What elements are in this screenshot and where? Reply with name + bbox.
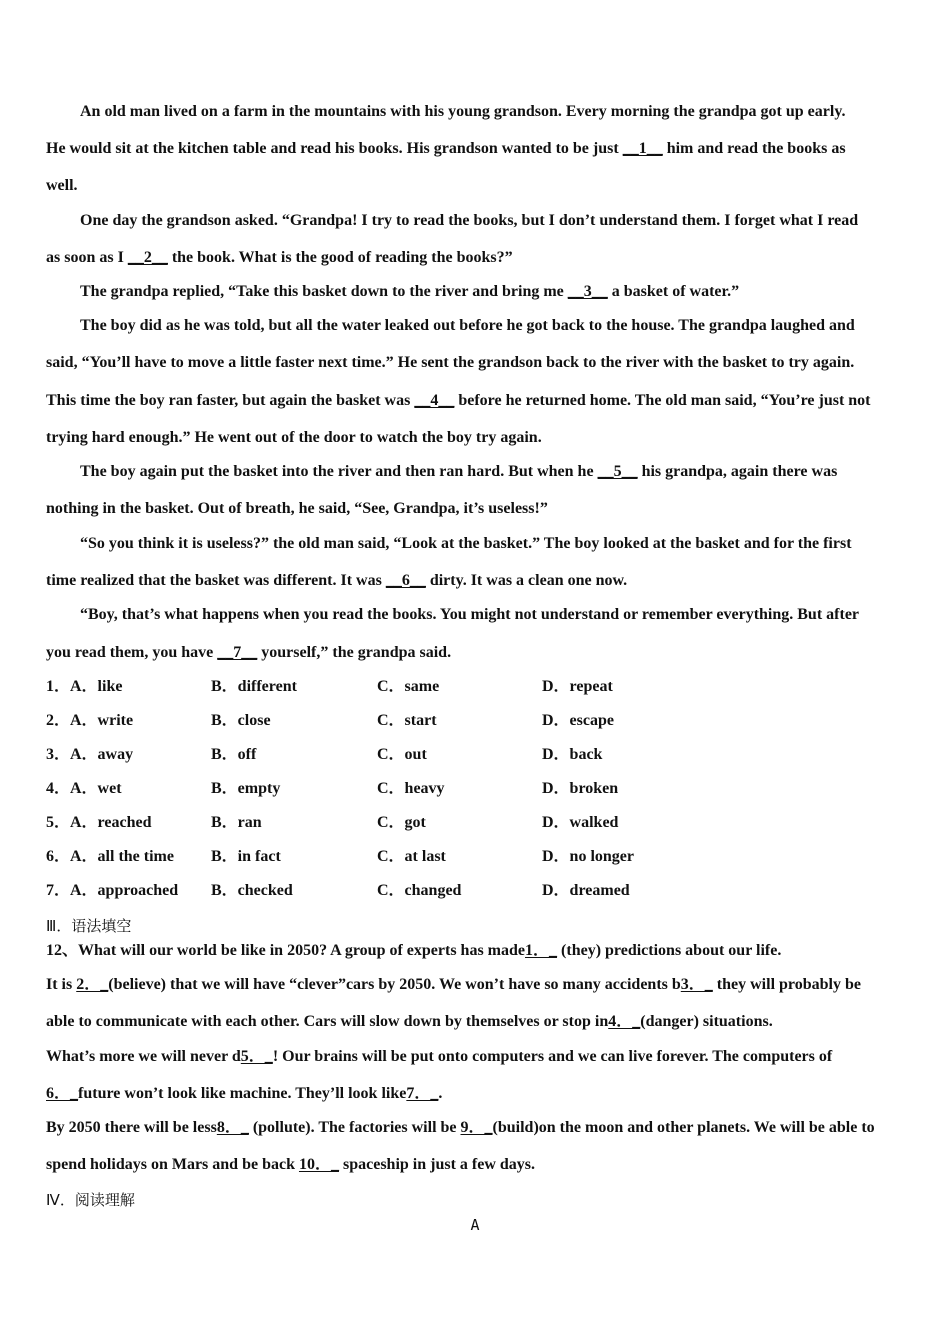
passage-text: as soon as I [46,249,128,266]
passage-line: well. [46,177,78,194]
footer-label: A [470,1216,480,1234]
grammar-text: . [438,1085,443,1102]
option-b: B．checked [211,882,293,899]
passage-line: “Boy, that’s what happens when you read the books. You might not understand or remember everything. But after [80,606,860,623]
grammar-blank-4: 4．_ [608,1013,641,1030]
blank-5: __5__ [597,463,638,480]
grammar-text: spaceship in just a few days. [338,1156,536,1173]
grammar-text: 12、What will our world be like in 2050? A group of experts has made [46,942,526,959]
passage-text: time realized that the basket was different. It was [46,572,386,589]
passage-text: his grandpa, again there was [637,463,838,480]
grammar-text: It is [46,976,77,993]
grammar-blank-3: 3．_ [680,976,713,993]
grammar-line [46,1155,904,1175]
grammar-blank-10: 10．_ [298,1156,339,1173]
passage-text: yourself,” the grandpa said. [257,644,452,661]
grammar-blank-9: 9．_ [460,1119,493,1136]
passage-text: The boy again put the basket into the river and then ran hard. But when he [80,463,598,480]
grammar-line [46,1012,904,1032]
option-a: 1．A．like [46,678,123,695]
option-c: C．got [377,814,426,831]
grammar-text: spend holidays on Mars and be back [46,1156,299,1173]
passage-line [46,643,904,663]
blank-4: __4__ [414,392,455,409]
blank-1: __1__ [622,140,663,157]
grammar-text: (believe) that we will have “clever”cars by 2050. We won’t have so many accidents b [108,976,681,993]
grammar-blank-1: 1．_ [525,942,558,959]
grammar-blank-2: 2．_ [76,976,109,993]
passage-text: before he returned home. The old man said, “You’re just not [454,392,871,409]
passage-line: An old man lived on a farm in the mountains with his young grandson. Every morning the grandpa got up early. [80,103,846,120]
blank-7: __7__ [217,644,258,661]
passage-line: said, “You’ll have to move a little faster next time.” He sent the grandson back to the river with the basket to try again. [46,354,855,371]
passage-line: The boy did as he was told, but all the water leaked out before he got back to the house. The grandpa laughed and [80,317,855,334]
blank-3: __3__ [567,283,608,300]
option-d: D．dreamed [542,882,630,899]
blank-6: __6__ [385,572,426,589]
grammar-text: (they) predictions about our life. [557,942,782,959]
grammar-line [46,1084,904,1104]
passage-line [46,391,904,411]
option-d: D．back [542,746,603,763]
grammar-text: they will probably be [712,976,861,993]
option-a: 5．A．reached [46,814,152,831]
option-a: 2．A．write [46,712,134,729]
option-d: D．no longer [542,848,635,865]
option-d: D．escape [542,712,614,729]
grammar-blank-6: 6．_ [46,1085,79,1102]
passage-text: the book. What is the good of reading the books?” [167,249,513,266]
section-heading-grammar: Ⅲ．语法填空 [46,917,132,935]
option-b: B．empty [211,780,281,797]
grammar-blank-8: 8．_ [216,1119,249,1136]
grammar-text: able to communicate with each other. Cars will slow down by themselves or stop in [46,1013,609,1030]
grammar-text: (pollute). The factories will be [248,1119,461,1136]
option-c: C．heavy [377,780,445,797]
option-a: 4．A．wet [46,780,122,797]
grammar-line [46,1047,904,1067]
section-heading-reading: Ⅳ．阅读理解 [46,1191,135,1209]
passage-line [46,571,904,591]
option-c: C．start [377,712,437,729]
passage-text: He would sit at the kitchen table and read his books. His grandson wanted to be just [46,140,623,157]
grammar-line [46,941,904,961]
option-a: 7．A．approached [46,882,179,899]
option-d: D．repeat [542,678,613,695]
option-b: B．in fact [211,848,281,865]
passage-text: This time the boy ran faster, but again the basket was [46,392,415,409]
passage-text: dirty. It was a clean one now. [425,572,628,589]
option-b: B．ran [211,814,262,831]
grammar-text: By 2050 there will be less [46,1119,217,1136]
grammar-line [46,1118,904,1138]
option-a: 6．A．all the time [46,848,174,865]
blank-2: __2__ [127,249,168,266]
grammar-blank-7: 7．_ [406,1085,439,1102]
passage-text: him and read the books as [662,140,846,157]
option-b: B．different [211,678,297,695]
grammar-blank-5: 5．_ [240,1048,273,1065]
option-c: C．changed [377,882,462,899]
passage-text: you read them, you have [46,644,218,661]
grammar-text: future won’t look like machine. They’ll look like [78,1085,407,1102]
passage-text: a basket of water.” [607,283,740,300]
option-b: B．off [211,746,257,763]
option-c: C．same [377,678,440,695]
option-d: D．broken [542,780,619,797]
passage-line: nothing in the basket. Out of breath, he said, “See, Grandpa, it’s useless!” [46,500,548,517]
grammar-text: (build)on the moon and other planets. We will be able to [492,1119,875,1136]
passage-line: “So you think it is useless?” the old man said, “Look at the basket.” The boy looked at the basket and for the first [80,535,852,552]
passage-line: trying hard enough.” He went out of the door to watch the boy try again. [46,429,542,446]
grammar-line [46,975,904,995]
option-a: 3．A．away [46,746,134,763]
passage-line [46,139,904,159]
grammar-text: (danger) situations. [640,1013,773,1030]
option-c: C．out [377,746,427,763]
passage-line: One day the grandson asked. “Grandpa! I try to read the books, but I don’t understand them. I forget what I read [80,212,859,229]
option-b: B．close [211,712,271,729]
passage-text: The grandpa replied, “Take this basket down to the river and bring me [80,283,568,300]
passage-line [80,282,904,302]
grammar-text: What’s more we will never d [46,1048,241,1065]
option-d: D．walked [542,814,619,831]
option-c: C．at last [377,848,446,865]
passage-line [46,248,904,268]
passage-line [80,462,904,482]
grammar-text: ! Our brains will be put onto computers and we can live forever. The computers of [272,1048,833,1065]
